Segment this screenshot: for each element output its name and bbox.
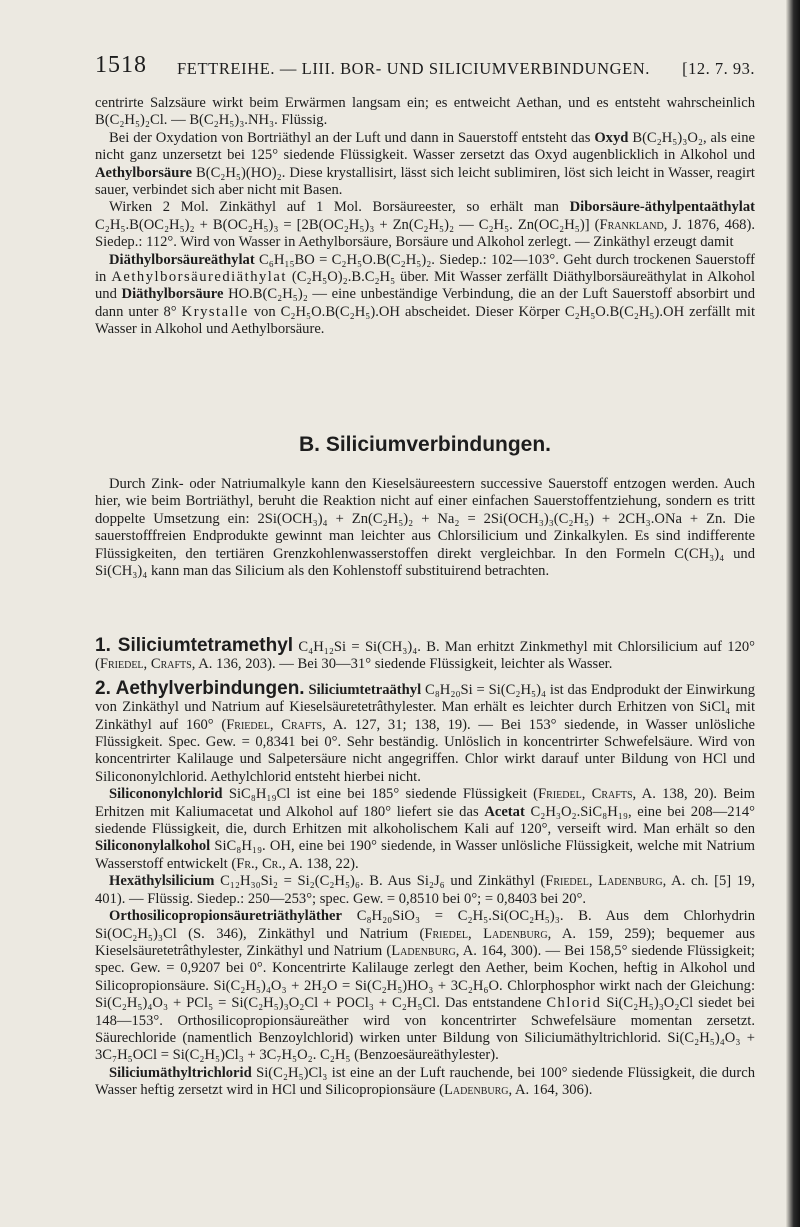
term: Oxyd xyxy=(594,129,629,146)
spaced-term: Chlorid xyxy=(546,995,602,1012)
term: Silicononylalkohol xyxy=(95,838,211,855)
date-reference: [12. 7. 93. xyxy=(682,59,755,78)
term: Siliciumäthyltrichlorid xyxy=(109,1064,252,1081)
paragraph: 2. Aethylverbindungen. Siliciumtetraäthyl C₈H₂₀Si = Si(C₂H₅)₄ ist das Endprodukt der Einwirkung von Zinkäthyl und Natrium auf Kieselsäuretetrâthylester. Man erhält es leichter durch Erhitzen von SiCl₄ mit Zinkäthyl auf 160° (Friedel, Crafts, A. 127, 31; 138, 19). — Bei 153° siedende, in Wasser unlösliche Flüssigkeit. Spec. Gew. = 0,8341 bei 0°. Sehr beständig. Unlöslich in koncentrirter Schwefelsäure. Wird von koncentrirter Kalilauge und Salpetersäure nicht angegriffen. Chlor wirkt darauf unter Bildung von HCl und Silicononylchlorid. Aethylchlorid entsteht hierbei nicht. xyxy=(95,677,755,785)
term: Diäthylborsäureäthylat xyxy=(109,251,255,268)
term: Acetat xyxy=(484,803,525,820)
silicon-intro-block xyxy=(95,476,755,580)
citation: Friedel, Crafts xyxy=(538,786,633,803)
citation: Ladenburg xyxy=(444,1082,509,1099)
term: Hexäthylsilicium xyxy=(109,873,215,890)
citation: Frankland xyxy=(599,216,664,233)
subsection-heading: 1. Siliciumtetramethyl xyxy=(95,635,294,656)
citation: Friedel, Ladenburg xyxy=(545,873,663,890)
paragraph: centrirte Salzsäure wirkt beim Erwärmen langsam ein; es entweicht Aethan, und es entsteht wahrscheinlich B(C₂H₅)₂Cl. — B(C₂H₅)₃.NH₃. Flüssig. xyxy=(95,95,755,129)
term: Diäthylborsäure xyxy=(121,286,224,303)
term: Diborsäure-äthylpentaäthylat xyxy=(569,199,755,216)
citation: Friedel, Crafts xyxy=(99,656,192,673)
paragraph: Hexäthylsilicium C₁₂H₃₀Si₂ = Si₂(C₂H₅)₆. B. Aus Si₂J₆ und Zinkäthyl (Friedel, Ladenburg, A. ch. [5] 19, 401). — Flüssig. Siedep.: 250—253°; spec. Gew. = 0,8510 bei 0°; = 0,8403 bei 20°. xyxy=(95,873,755,907)
term: Silicononylchlorid xyxy=(109,786,223,803)
citation: Friedel, Ladenburg xyxy=(424,925,548,942)
paragraph: Wirken 2 Mol. Zinkäthyl auf 1 Mol. Borsäureester, so erhält man Diborsäure-äthylpentaäthylat C₂H₅.B(OC₂H₅)₂ + B(OC₂H₅)₃ = [2B(OC₂H₅)₃ + Zn(C₂H₅)₂ — C₂H₅. Zn(OC₂H₅)] (Frankland, J. 1876, 468). Siedep.: 112°. Wird von Wasser in Aethylborsäure, Borsäure und Alkohol zerlegt. — Zinkäthyl erzeugt damit xyxy=(95,199,755,251)
paragraph: Durch Zink- oder Natriumalkyle kann den Kieselsäureestern successive Sauerstoff entzogen werden. Auch hier, wie beim Bortriäthyl, beruht die Reaktion nicht auf einer einfachen Sauerstoffentziehung, sondern es tritt doppelte Umsetzung ein: 2Si(OCH₃)₄ + Zn(C₂H₅)₂ + Na₂ = 2Si(OCH₃)₃(C₂H₅) + 2CH₃.ONa + Zn. Die sauerstofffreien Endprodukte gewinnt man leichter aus Chlorsilicium und Zinkalkylen. Es sind indifferente Flüssigkeiten, den tertiären Grenzkohlenwasserstoffen direkt vergleichbar. In den Formeln C(CH₃)₄ und Si(CH₃)₄ kann man das Silicium als den Kohlenstoff substituirend betrachten. xyxy=(95,476,755,580)
citation: Ladenburg xyxy=(391,942,456,959)
paragraph: Diäthylborsäureäthylat C₆H₁₅BO = C₂H₅O.B(C₂H₅)₂. Siedep.: 102—103°. Geht durch trockenen Sauerstoff in Aethylborsäurediäthylat (C₂H₅O)₂.B.C₂H₅ über. Mit Wasser zerfällt Diäthylborsäureäthylat in Alkohol und Diäthylborsäure HO.B(C₂H₅)₂ — eine unbeständige Verbindung, die an der Luft Sauerstoff absorbirt und dann unter 8° Krystalle von C₂H₅O.B(C₂H₅).OH abscheidet. Dieser Körper C₂H₅O.B(C₂H₅).OH zerfällt mit Wasser in Alkohol und Aethylborsäure. xyxy=(95,251,756,338)
term: Aethylborsäure xyxy=(95,164,193,181)
page-number: 1518 xyxy=(95,52,147,78)
paragraph: 1. Siliciumtetramethyl C₄H₁₂Si = Si(CH₃)₄. B. Man erhitzt Zinkmethyl mit Chlorsilicium auf 120° (Friedel, Crafts, A. 136, 203). — Bei 30—31° siedende Flüssigkeit, leichter als Wasser. xyxy=(95,635,756,673)
running-head: FETTREIHE. — LIII. BOR- UND SILICIUMVERBINDUNGEN. xyxy=(177,59,651,78)
term: Orthosilicopropionsäuretriäthyläther xyxy=(109,908,342,925)
spaced-term: Krystalle xyxy=(181,303,249,320)
paragraph: Orthosilicopropionsäuretriäthyläther C₈H₂₀SiO₃ = C₂H₅.Si(OC₂H₅)₃. B. Aus dem Chlorhydrin Si(OC₂H₅)₃Cl (S. 346), Zinkäthyl und Natrium (Friedel, Ladenburg, A. 159, 259); bequemer aus Kieselsäuretetrâthylester, Zinkäthyl und Natrium (Ladenburg, A. 164, 300). — Bei 158,5° siedende Flüssigkeit; spec. Gew. = 0,9207 bei 0°. Koncentrirte Kalilauge zerlegt den Aether, beim Kochen, heftig in Alkohol und Silicopropionsäure. Si(C₂H₅)₄O₃ + 2H₂O = Si(C₂H₅)HO₃ + 3C₂H₆O. Chlorphosphor wirkt nach der Gleichung: Si(C₂H₅)₄O₃ + PCl₅ = Si(C₂H₅)₃O₂Cl + POCl₃ + C₂H₅Cl. Das entstandene Chlorid Si(C₂H₅)₃O₂Cl siedet bei 148—153°. Orthosilicopropionsäureäther wird von koncentrirter Schwefelsäure momentan zersetzt. Säurechloride (namentlich Benzoylchlorid) wirken unter Bildung von Siliciumäthyltrichlorid. Si(C₂H₅)₄O₃ + 3C₇H₅OCl = Si(C₂H₅)Cl₃ + 3C₇H₅O₂. C₂H₅ (Benzoesäureäthylester). xyxy=(95,908,755,1064)
citation: Friedel, Crafts xyxy=(226,716,323,733)
term: Siliciumtetraäthyl xyxy=(308,681,422,698)
paragraph: Bei der Oxydation von Bortriäthyl an der Luft und dann in Sauerstoff entsteht das Oxyd B(C₂H₅)₃O₂, als eine nicht ganz unzersetzt bei 125° siedende Flüssigkeit. Wasser zersetzt das Oxyd augenblicklich in Alkohol und Aethylborsäure B(C₂H₅)(HO)₂. Diese krystallisirt, lässt sich leicht sublimiren, löst sich leicht in Wasser, reagirt sauer, verbindet sich aber nicht mit Basen. xyxy=(95,129,755,199)
paragraph: Silicononylchlorid SiC₈H₁₉Cl ist eine bei 185° siedende Flüssigkeit (Friedel, Crafts, A. 138, 20). Beim Erhitzen mit Kaliumacetat und Alkohol auf 180° liefert sie das Acetat C₂H₃O₂.SiC₈H₁₉, eine bei 208—214° siedende Flüssigkeit, die, durch Erhitzen mit alkoholischem Kali auf 120°, verseift wird. Man erhält so den Silicononylalkohol SiC₈H₁₉. OH, eine bei 190° siedende, in Wasser unlösliche Flüssigkeit, welche mit Natrium Wasserstoff entwickelt (Fr., Cr., A. 138, 22). xyxy=(95,786,755,872)
boron-text-block xyxy=(95,95,755,339)
silicon-compounds-block xyxy=(95,637,755,1100)
spaced-term: Aethylborsäurediäthylat xyxy=(111,269,287,286)
subsection-heading: 2. Aethylverbindungen. xyxy=(95,677,305,699)
paragraph: Siliciumäthyltrichlorid Si(C₂H₅)Cl₃ ist eine an der Luft rauchende, bei 100° siedende Flüssigkeit, die durch Wasser heftig zersetzt wird in HCl und Silicopropionsäure (Ladenburg, A. 164, 306). xyxy=(95,1064,755,1099)
page-header xyxy=(95,52,755,82)
citation: Fr., Cr. xyxy=(236,855,283,872)
page-edge xyxy=(786,0,800,1227)
section-heading: B. Siliciumverbindungen. xyxy=(298,433,552,456)
